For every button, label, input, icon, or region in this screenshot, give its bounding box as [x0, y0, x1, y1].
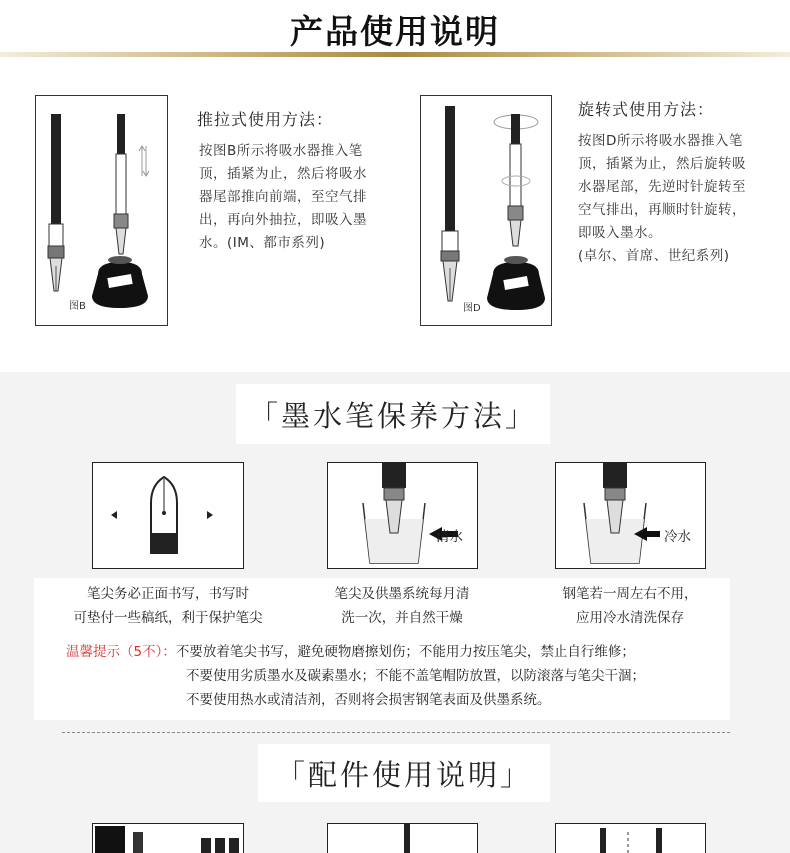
- accessory-figure-insert: [555, 823, 706, 853]
- push-pull-instructions: [199, 140, 367, 255]
- care-caption-monthly: [302, 582, 502, 630]
- tip-text: 不要使用劣质墨水及碳素墨水；不能不盖笔帽防放置，以防滚落与笔尖干涸；: [186, 668, 645, 684]
- page-title: 产品使用说明: [290, 12, 500, 51]
- care-caption-line: 笔尖及供墨系统每月清: [334, 586, 470, 602]
- converter-illustration: [328, 824, 478, 853]
- ink-cartridges-illustration: [93, 824, 244, 853]
- tips-line-1: [66, 640, 645, 664]
- care-caption-line: 洗一次，并自然干燥: [341, 610, 463, 626]
- accessories-heading: 「配件使用说明」: [275, 758, 532, 792]
- rotary-title: 旋转式使用方法：: [578, 100, 715, 119]
- tips-label: 温馨提示（5不）：: [66, 644, 176, 660]
- gold-divider: [0, 52, 790, 57]
- rotary-line: 顶，插紧为止，然后旋转吸: [578, 156, 746, 172]
- rotary-pen-illustration: [421, 96, 551, 325]
- clean-water-label: 清水: [436, 529, 463, 545]
- rotary-line: 水器尾部，先逆时针旋转至: [578, 179, 746, 195]
- care-figure-cold-water: [555, 462, 706, 569]
- care-figure-clean-water: [327, 462, 478, 569]
- tips-line-2: [66, 664, 645, 688]
- care-caption-line: 应用冷水清洗保存: [576, 610, 684, 626]
- insert-converter-illustration: [556, 824, 706, 853]
- accessory-figure-converter: [327, 823, 478, 853]
- care-caption-line: 笔尖务必正面书写，书写时: [87, 586, 249, 602]
- figure-b-label: 图B: [69, 301, 86, 312]
- figure-d-panel: [420, 95, 552, 326]
- care-caption-weekly: [532, 582, 728, 630]
- tips-line-3: [66, 688, 645, 712]
- care-caption-nib: [50, 582, 286, 630]
- tip-text: 不要放着笔尖书写，避免硬物磨擦划伤；不能用力按压笔尖，禁止自行维修；: [175, 644, 635, 660]
- nib-in-water-illustration: [328, 463, 477, 568]
- nib-direction-illustration: [93, 463, 243, 568]
- care-figure-nib: [92, 462, 244, 569]
- rotary-line: 即吸入墨水。: [578, 225, 662, 241]
- rotary-line: 按图D所示将吸水器推入笔: [578, 133, 743, 149]
- rotary-instructions: [578, 130, 746, 268]
- page-header: [0, 0, 790, 58]
- push-pull-line: 出，再向外抽拉，即吸入墨: [199, 212, 367, 228]
- cold-water-label: 冷水: [664, 529, 691, 545]
- figure-b-panel: [35, 95, 168, 326]
- rotary-line: (卓尔、首席、世纪系列): [578, 248, 730, 264]
- nib-in-cold-water-illustration: [556, 463, 705, 568]
- push-pull-line: 水。(IM、都市系列): [199, 235, 326, 251]
- tip-text: 不要使用热水或清洁剂，否则将会损害钢笔表面及供墨系统。: [186, 692, 551, 708]
- push-pull-line: 器尾部推向前端，至空气排: [199, 189, 367, 205]
- care-caption-line: 可垫付一些稿纸，利于保护笔尖: [73, 610, 263, 626]
- care-tips: [66, 640, 645, 712]
- care-heading: 「墨水笔保养方法」: [248, 399, 537, 433]
- push-pull-title: 推拉式使用方法：: [197, 110, 334, 129]
- accessory-figure-cartridges: [92, 823, 244, 853]
- push-pull-line: 顶，插紧为止，然后将吸水: [199, 166, 367, 182]
- section-divider: [62, 732, 730, 733]
- care-caption-line: 钢笔若一周左右不用，: [562, 586, 698, 602]
- rotary-line: 空气排出，再顺时针旋转，: [578, 202, 746, 218]
- push-pull-pen-illustration: [36, 96, 167, 325]
- push-pull-line: 按图B所示将吸水器推入笔: [199, 143, 363, 159]
- figure-d-label: 图D: [463, 303, 481, 314]
